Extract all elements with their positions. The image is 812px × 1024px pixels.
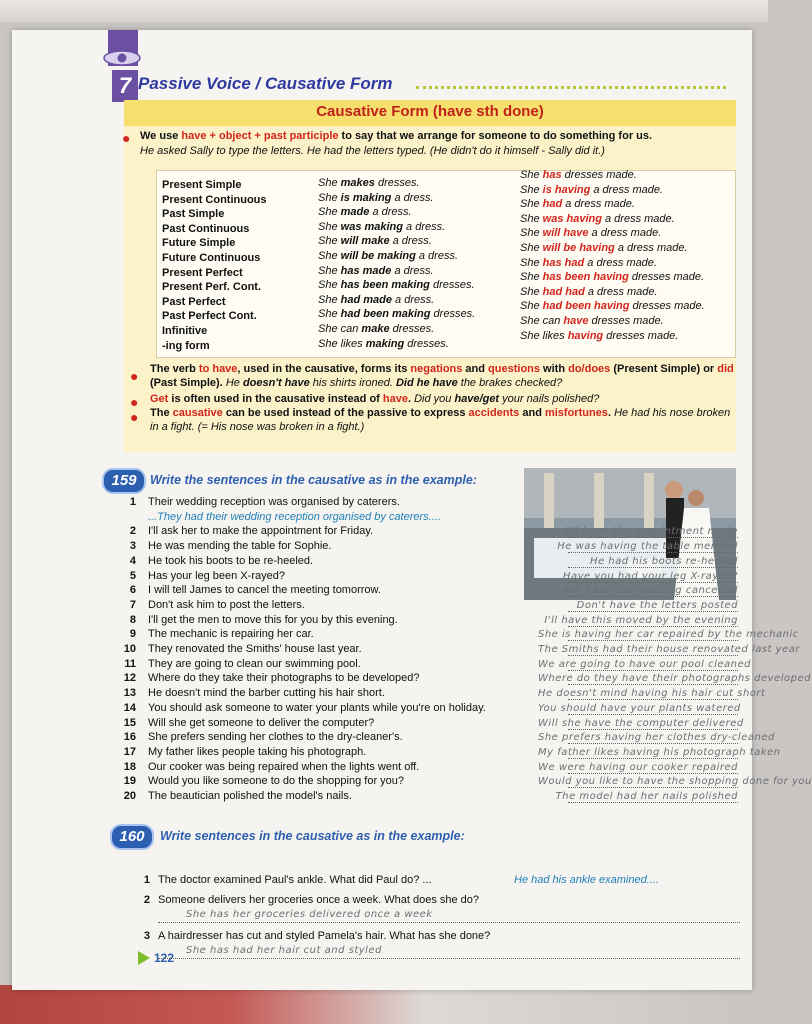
item-text: My father likes people taking his photograph. (148, 745, 367, 758)
answer-line[interactable] (158, 922, 740, 923)
exercise-159-item (122, 790, 738, 804)
active-example: She was making a dress. (318, 220, 446, 233)
active-example: She is making a dress. (318, 191, 434, 204)
causative-example: She had a dress made. (520, 198, 635, 211)
exercise-159-item (122, 672, 811, 686)
tense-name: Present Simple (162, 179, 242, 191)
item-text: I will tell James to cancel the meeting tomorrow. (148, 584, 381, 597)
item-number: 1 (143, 874, 150, 886)
causative-example: She had been having dresses made. (520, 300, 705, 313)
item-number: 17 (123, 745, 136, 758)
item-text: He was mending the table for Sophie. (148, 540, 332, 553)
rule-1-example: He asked Sally to type the letters. He had the letters typed. (He didn't do it himself - Sally did it.) (140, 145, 605, 157)
handwritten-answer: You should have your plants watered (538, 702, 741, 714)
causative-example: She will have a dress made. (520, 227, 662, 240)
item-number: 12 (123, 672, 136, 685)
photo-background-bottom (0, 985, 768, 1024)
handwritten-answer: Have you had your leg X-rayed? (562, 570, 738, 582)
note-3: The causative can be used instead of the passive to express accidents and misfortunes. He had his nose broken in a fight. (= His nose was broken in a fight.) (150, 407, 731, 433)
item-number: 14 (123, 701, 136, 714)
tense-name: Future Simple (162, 237, 236, 250)
item-number: 8 (129, 613, 136, 626)
handwritten-answer: I'll have this moved by the evening (544, 614, 738, 626)
note-1: The verb to have, used in the causative, forms its negations and questions with do/does (Present Simple) or did (Past Simple). He doesn't have his shirts ironed. Did he have the brakes checked? (150, 363, 734, 389)
handwritten-answer: We were having our cooker repaired (538, 761, 738, 773)
active-example: She has been making dresses. (318, 279, 475, 292)
tense-name: Present Perfect (162, 266, 243, 279)
exercise-159-item (122, 525, 738, 539)
item-number: 13 (123, 687, 136, 700)
handwritten-answer: The model had her nails polished (555, 791, 738, 802)
item-number: 16 (123, 731, 136, 744)
bullet-icon: ● (122, 130, 131, 146)
item-number: 9 (129, 628, 136, 641)
handwritten-answer: She has had her hair cut and styled (186, 945, 382, 956)
item-number: 2 (129, 525, 136, 538)
item-number: 1 (129, 496, 136, 508)
item-text: A hairdresser has cut and styled Pamela's hair. What has she done? (158, 930, 491, 942)
handwritten-answer: We are going to have our pool cleaned (538, 658, 752, 670)
handwritten-answer: I will have the meeting cancelled (556, 585, 738, 597)
item-number: 10 (123, 643, 136, 655)
active-example: She had been making dresses. (318, 308, 476, 321)
exercise-160-instruction: Write sentences in the causative as in the example: (160, 829, 465, 843)
grammar-box-title: Causative Form (have sth done) (316, 103, 544, 120)
active-example: She makes dresses. (318, 177, 420, 189)
answer-line[interactable] (568, 596, 738, 597)
handwritten-answer: My father likes having his photograph taken (538, 746, 781, 758)
answer-line[interactable] (568, 640, 738, 641)
exercise-159-item (122, 761, 738, 775)
answer-line[interactable] (568, 758, 738, 759)
unit-number: 7 (112, 70, 138, 102)
answer-line[interactable] (568, 611, 738, 612)
exercise-160-badge: 160 (110, 824, 154, 850)
item-text: The doctor examined Paul's ankle. What did Paul do? ... (158, 874, 432, 886)
active-examples-column (318, 176, 475, 351)
item-text: Our cooker was being repaired when the lights went off. (148, 760, 420, 773)
answer-line[interactable] (568, 537, 738, 538)
tense-name: Future Continuous (162, 251, 261, 264)
answer-line[interactable] (568, 743, 738, 744)
item-number: 3 (129, 540, 136, 553)
handwritten-answer: Where do they have their photographs developed (538, 673, 811, 685)
causative-example: She has had a dress made. (520, 256, 657, 269)
answer-line[interactable] (568, 802, 738, 803)
handwritten-answer: I'll have the appointment made (565, 526, 738, 538)
exercise-159-item (122, 540, 738, 554)
tense-name: Past Continuous (162, 222, 250, 235)
item-text: Where do they take their photographs to be developed? (148, 672, 420, 685)
causative-example: She can have dresses made. (520, 314, 664, 327)
item-number: 2 (143, 894, 150, 906)
answer-line[interactable] (568, 684, 738, 685)
item-text: She prefers sending her clothes to the dry-cleaner's. (148, 731, 403, 744)
handwritten-answer: She prefers having her clothes dry-cleaned (538, 732, 775, 744)
answer-line[interactable] (568, 773, 738, 774)
handwritten-answer: He had his boots re-heeled (589, 555, 738, 567)
active-example: She has made a dress. (318, 264, 434, 277)
tense-name: Past Perfect (162, 295, 226, 308)
example-answer: He had his ankle examined.... (514, 874, 659, 886)
item-text: Their wedding reception was organised by caterers. (148, 496, 400, 508)
active-example: She will make a dress. (318, 235, 432, 248)
item-text: I'll ask her to make the appointment for Friday. (148, 525, 374, 538)
answer-line[interactable] (568, 626, 738, 627)
causative-example: She likes having dresses made. (520, 329, 679, 342)
exercise-159-item (122, 599, 738, 613)
tense-list (162, 178, 267, 353)
bullet-icon: ● (130, 394, 139, 410)
exercise-159-item (122, 716, 744, 731)
handwritten-answer: Would you like to have the shopping done for you (538, 776, 812, 788)
causative-example: She has been having dresses made. (520, 271, 705, 284)
page-arrow-icon (138, 951, 150, 965)
exercise-159-badge: 159 (102, 468, 146, 494)
causative-example: She was having a dress made. (520, 212, 675, 225)
causative-example: She had had a dress made. (520, 285, 658, 298)
tense-name: Present Perf. Cont. (162, 281, 262, 294)
item-text: Don't ask him to post the letters. (148, 598, 305, 611)
exercise-159-item (122, 628, 799, 642)
item-text: Has your leg been X-rayed? (148, 569, 285, 582)
active-example: She had made a dress. (318, 293, 435, 306)
example-answer: ...They had their wedding reception organised by caterers.... (148, 510, 441, 523)
causative-examples-column (520, 168, 705, 343)
causative-example: She is having a dress made. (520, 183, 664, 196)
exercise-159-item (122, 657, 752, 672)
note-2: Get is often used in the causative instead of have. Did you have/get your nails polished? (150, 393, 600, 405)
bullet-icon: ● (130, 409, 139, 425)
eye-icon (102, 48, 142, 68)
item-number: 6 (129, 584, 136, 597)
tense-name: -ing form (162, 339, 210, 352)
item-number: 18 (123, 760, 136, 773)
item-text: They are going to clean our swimming pool. (148, 657, 361, 670)
answer-line[interactable] (568, 582, 738, 583)
tense-name: Infinitive (162, 324, 208, 337)
handwritten-answer: Will she have the computer delivered (538, 717, 744, 729)
bullet-icon: ● (130, 368, 139, 384)
exercise-159-item (122, 775, 812, 789)
active-example: She likes making dresses. (318, 337, 449, 350)
photo-background-top (0, 0, 768, 22)
item-number: 7 (129, 598, 136, 611)
page-number: 122 (154, 951, 175, 965)
answer-line[interactable] (568, 787, 738, 788)
exercise-159-item (122, 643, 800, 657)
causative-example: She will be having a dress made. (520, 241, 688, 254)
exercise-159-item (122, 731, 775, 745)
active-example: She will be making a dress. (318, 249, 459, 262)
causative-example: She has dresses made. (520, 169, 637, 181)
rule-1: We use have + object + past participle to say that we arrange for someone to do something for us. (140, 130, 653, 142)
handwritten-answer: He doesn't mind having his hair cut short (538, 688, 766, 700)
item-text: The mechanic is repairing her car. (148, 628, 314, 641)
tense-name: Past Perfect Cont. (162, 310, 257, 323)
item-text: Someone delivers her groceries once a week. What does she do? (158, 894, 480, 906)
active-example: She made a dress. (318, 206, 412, 219)
answer-line[interactable] (568, 567, 738, 568)
item-number: 3 (143, 930, 150, 942)
item-number: 5 (129, 569, 136, 582)
answer-line[interactable] (158, 958, 740, 959)
tense-name: Present Continuous (162, 193, 267, 206)
item-text: He took his boots to be re-heeled. (148, 554, 314, 567)
handwritten-answer: She is having her car repaired by the mechanic (538, 629, 799, 641)
handwritten-answer: Don't have the letters posted (576, 599, 738, 611)
item-number: 19 (123, 775, 136, 788)
exercise-159-item (122, 555, 738, 569)
item-text: They renovated the Smiths' house last year. (148, 643, 362, 655)
item-text: He doesn't mind the barber cutting his hair short. (148, 687, 385, 700)
answer-line[interactable] (568, 729, 738, 730)
exercise-159-item (122, 584, 738, 598)
handwritten-answer: He was having the table mended (557, 541, 738, 553)
exercise-159-item (122, 496, 738, 510)
item-number: 4 (129, 554, 136, 567)
exercise-159-item (122, 701, 741, 716)
handwritten-answer: She has her groceries delivered once a week (186, 909, 433, 920)
item-number: 20 (123, 790, 136, 802)
active-example: She can make dresses. (318, 322, 435, 335)
unit-title: Passive Voice / Causative Form (138, 74, 393, 93)
item-text: I'll get the men to move this for you by this evening. (148, 613, 398, 626)
exercise-159-item (122, 745, 781, 760)
item-number: 15 (123, 716, 136, 729)
item-text: Would you like someone to do the shopping for you? (148, 775, 405, 788)
exercise-159-item (122, 570, 738, 584)
exercise-159-item (122, 687, 766, 701)
item-text: You should ask someone to water your plants while you're on holiday. (148, 701, 486, 714)
title-dotted-rule (416, 78, 726, 89)
answer-line[interactable] (568, 552, 738, 553)
item-text: The beautician polished the model's nails. (148, 790, 352, 802)
item-text: Will she get someone to deliver the computer? (148, 716, 375, 729)
handwritten-answer: The Smiths had their house renovated last year (538, 644, 800, 655)
answer-line[interactable] (568, 670, 738, 671)
item-number: 11 (124, 657, 136, 670)
tense-name: Past Simple (162, 208, 225, 221)
answer-line[interactable] (568, 714, 738, 715)
exercise-159-item (122, 614, 738, 628)
book-page (12, 30, 812, 990)
answer-line[interactable] (568, 699, 738, 700)
exercise-159-instruction: Write the sentences in the causative as in the example: (150, 473, 477, 487)
answer-line[interactable] (568, 655, 738, 656)
